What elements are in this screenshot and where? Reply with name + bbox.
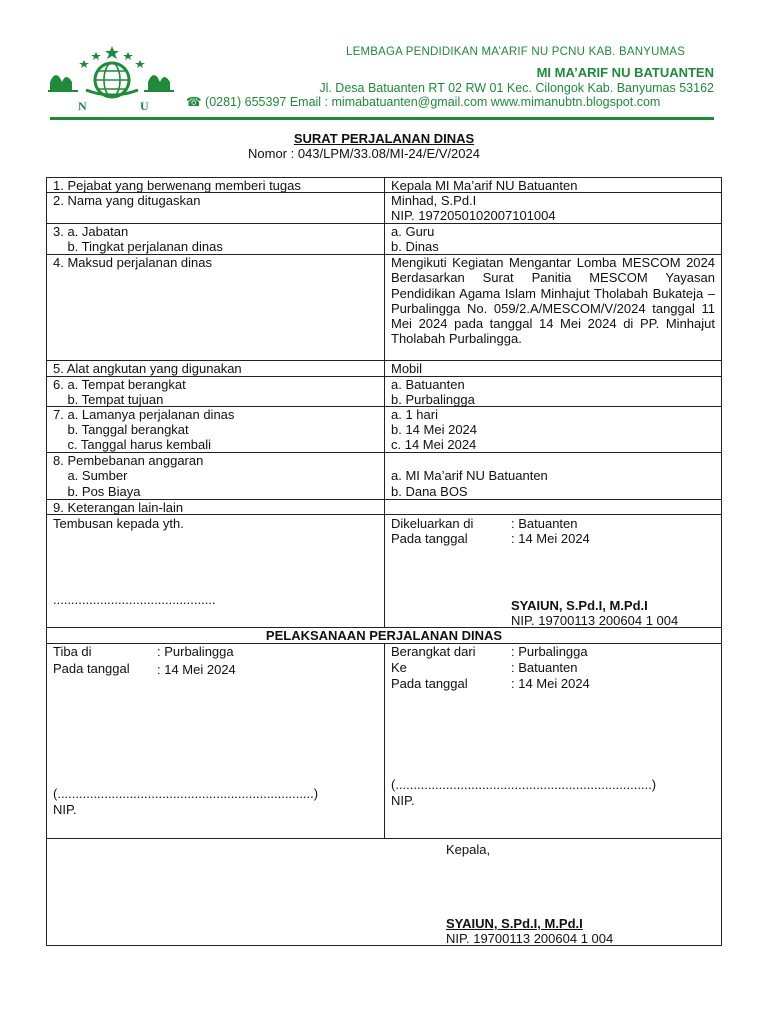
- row6-label: 6. a. Tempat berangkat: [53, 377, 186, 392]
- row9-label: 9. Keterangan lain-lain: [53, 500, 184, 515]
- footer-role: Kepala,: [446, 842, 491, 857]
- row4-value: Mengikuti Kegiatan Mengantar Lomba MESCOM 2024 Berdasarkan Surat Panitia MESCOM Yayasan Pendidikan Agama Islam Minhajut Tholabah Bukateja – Purbalingga No. 059/2.A/MESCOM/V/2024 tanggal 11 Mei 2024 pada tanggal 14 Mei 2024 di PP. Minhajut Tholabah Purbalingga.: [391, 255, 715, 347]
- row2-value-nip: NIP. 1972050102007101004: [391, 208, 556, 223]
- arrive-date-label: Pada tanggal: [53, 661, 130, 676]
- depart-value: : Purbalingga: [511, 644, 588, 659]
- nu-logo: [46, 44, 176, 114]
- row6-value-b: b. Purbalingga: [391, 392, 475, 407]
- pelaksanaan-title: PELAKSANAAN PERJALANAN DINAS: [265, 628, 503, 643]
- arrive-value: : Purbalingga: [157, 644, 234, 659]
- institution-name: LEMBAGA PENDIDIKAN MA’ARIF NU PCNU KAB. BANYUMAS: [346, 46, 686, 58]
- depart-date-value: : 14 Mei 2024: [511, 676, 590, 691]
- row6-label-b: b. Tempat tujuan: [53, 392, 164, 407]
- right-sign-line: (.......................................................................): [391, 777, 657, 792]
- right-nip: NIP.: [391, 793, 415, 808]
- row8-value-b: b. Dana BOS: [391, 484, 468, 499]
- depart-label: Berangkat dari: [391, 644, 476, 659]
- left-sign-line: (.......................................................................): [53, 786, 319, 801]
- row4-label: 4. Maksud perjalanan dinas: [53, 255, 212, 270]
- issued-signer-nip: NIP. 19700113 200604 1 004: [511, 613, 679, 628]
- footer-signer-nip: NIP. 19700113 200604 1 004: [446, 931, 614, 946]
- row7-value-c: c. 14 Mei 2024: [391, 437, 477, 452]
- row8-value-a: a. MI Ma’arif NU Batuanten: [391, 468, 548, 483]
- document-title: SURAT PERJALANAN DINAS: [293, 131, 475, 146]
- logo-letter-u: U: [140, 99, 149, 113]
- row7-label-c: c. Tanggal harus kembali: [53, 437, 212, 452]
- row3-value: a. Guru: [391, 224, 435, 239]
- school-address: Jl. Desa Batuanten RT 02 RW 01 Kec. Cilongok Kab. Banyumas 53162: [319, 81, 714, 95]
- school-name: MI MA’ARIF NU BATUANTEN: [536, 65, 714, 80]
- row7-value: a. 1 hari: [391, 407, 438, 422]
- row1-value: Kepala MI Ma’arif NU Batuanten: [391, 178, 578, 193]
- row5-value: Mobil: [391, 361, 423, 376]
- row7-value-b: b. 14 Mei 2024: [391, 422, 478, 437]
- header-rule: [50, 117, 714, 120]
- issued-date-label: Pada tanggal: [391, 531, 468, 546]
- row7-label: 7. a. Lamanya perjalanan dinas: [53, 407, 235, 422]
- row-divider: [46, 838, 722, 839]
- school-contact: ☎ (0281) 655397 Email : mimabatuanten@gmail.com www.mimanubtn.blogspot.com: [186, 95, 661, 109]
- row8-label: 8. Pembebanan anggaran: [53, 453, 204, 468]
- issued-place-value: : Batuanten: [511, 516, 578, 531]
- column-divider: [384, 177, 385, 627]
- row7-label-b: b. Tanggal berangkat: [53, 422, 189, 437]
- issued-signer-name: SYAIUN, S.Pd.I, M.Pd.I: [511, 598, 648, 613]
- row8-label-a: a. Sumber: [53, 468, 128, 483]
- arrive-label: Tiba di: [53, 644, 92, 659]
- tembusan-dots: .............................................: [53, 592, 216, 607]
- footer-signer-name: SYAIUN, S.Pd.I, M.Pd.I: [446, 916, 583, 931]
- row2-value: Minhad, S.Pd.I: [391, 193, 477, 208]
- column-divider: [384, 643, 385, 838]
- row2-label: 2. Nama yang ditugaskan: [53, 193, 201, 208]
- row3-label-b: b. Tingkat perjalanan dinas: [53, 239, 223, 254]
- tembusan-label: Tembusan kepada yth.: [53, 516, 184, 531]
- row1-label: 1. Pejabat yang berwenang memberi tugas: [53, 178, 301, 193]
- depart-date-label: Pada tanggal: [391, 676, 468, 691]
- issued-date-value: : 14 Mei 2024: [511, 531, 590, 546]
- logo-letter-n: N: [78, 99, 87, 113]
- document-number: Nomor : 043/LPM/33.08/MI-24/E/V/2024: [248, 146, 480, 161]
- row8-label-b: b. Pos Biaya: [53, 484, 141, 499]
- to-label: Ke: [391, 660, 407, 675]
- row5-label: 5. Alat angkutan yang digunakan: [53, 361, 242, 376]
- to-value: : Batuanten: [511, 660, 578, 675]
- row3-label: 3. a. Jabatan: [53, 224, 129, 239]
- row3-value-b: b. Dinas: [391, 239, 439, 254]
- left-nip: NIP.: [53, 802, 77, 817]
- issued-place-label: Dikeluarkan di: [391, 516, 474, 531]
- row6-value: a. Batuanten: [391, 377, 465, 392]
- arrive-date-value: : 14 Mei 2024: [157, 662, 236, 677]
